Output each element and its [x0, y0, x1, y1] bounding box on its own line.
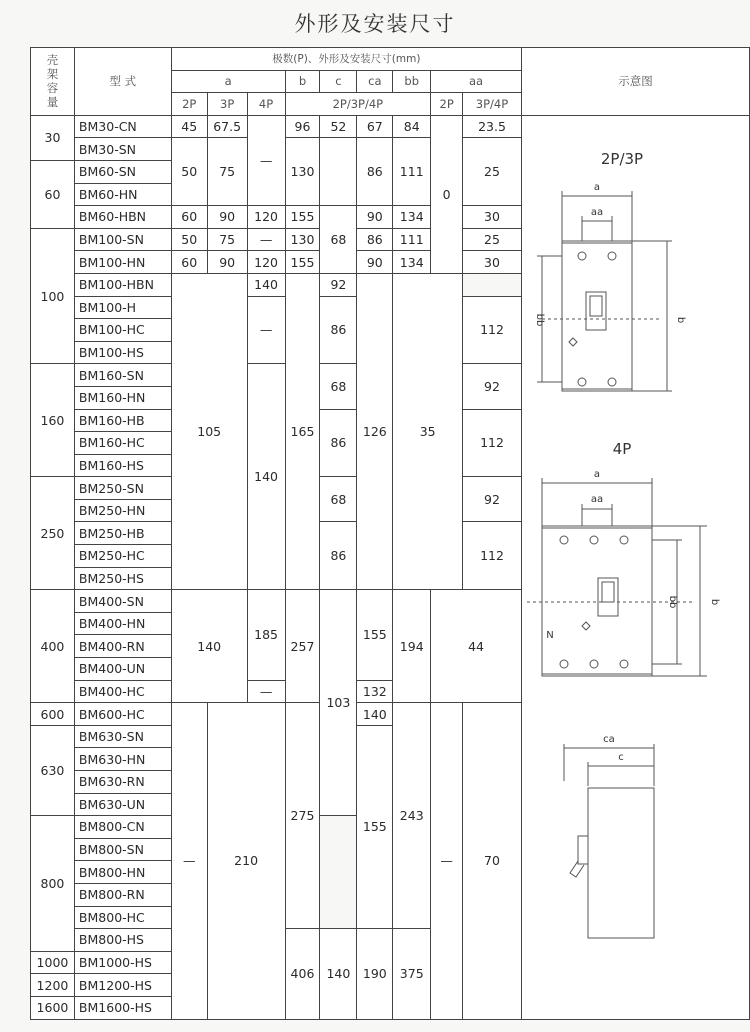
model-cell: BM400-HC	[74, 680, 171, 703]
value-cell: 75	[207, 138, 247, 206]
value-cell: 126	[357, 273, 393, 589]
value-cell: 68	[320, 477, 357, 522]
diagram-header: 示意图	[521, 48, 749, 116]
svg-text:b: b	[675, 316, 687, 323]
value-cell: 70	[463, 703, 522, 1019]
col-a-header: a	[171, 70, 285, 93]
model-cell: BM250-SN	[74, 477, 171, 500]
value-cell: 60	[171, 251, 207, 274]
value-cell: 96	[285, 115, 320, 138]
value-cell: 90	[207, 251, 247, 274]
col-ca-header: ca	[357, 70, 393, 93]
model-cell: BM800-SN	[74, 838, 171, 861]
value-cell: —	[247, 680, 285, 703]
value-cell: 130	[285, 138, 320, 206]
model-cell: BM60-HN	[74, 183, 171, 206]
value-cell: 92	[320, 273, 357, 296]
value-cell: 140	[247, 273, 285, 296]
capacity-cell: 1600	[31, 996, 75, 1019]
value-cell: 120	[247, 206, 285, 229]
value-cell: —	[431, 703, 463, 1019]
value-cell: 140	[357, 703, 393, 726]
model-cell: BM60-SN	[74, 160, 171, 183]
model-header: 型 式	[74, 48, 171, 116]
value-cell: 185	[247, 590, 285, 680]
value-cell: —	[171, 703, 207, 1019]
capacity-cell: 250	[31, 477, 75, 590]
pole-2p: 2P	[171, 93, 207, 116]
value-cell: 111	[393, 138, 431, 206]
model-cell: BM30-CN	[74, 115, 171, 138]
value-cell: 68	[320, 364, 357, 409]
value-cell: 257	[285, 590, 320, 703]
capacity-cell: 400	[31, 590, 75, 703]
dimensions-table	[30, 47, 750, 1020]
page-title: 外形及安装尺寸	[294, 12, 456, 36]
col-c-header: c	[320, 70, 357, 93]
value-cell: 140	[171, 590, 247, 703]
value-cell: 406	[285, 929, 320, 1019]
value-cell: 155	[357, 590, 393, 680]
col-bb-header: bb	[393, 70, 431, 93]
value-cell: 111	[393, 228, 431, 251]
svg-text:b: b	[709, 598, 721, 605]
value-cell: 134	[393, 251, 431, 274]
value-cell: 190	[357, 929, 393, 1019]
value-cell: —	[247, 296, 285, 364]
diagram-4p	[527, 440, 720, 676]
value-cell: 210	[207, 703, 285, 1019]
value-cell: 112	[463, 409, 522, 477]
model-cell: BM800-CN	[74, 816, 171, 839]
value-cell: 90	[357, 206, 393, 229]
value-cell: 86	[320, 522, 357, 590]
model-cell: BM100-SN	[74, 228, 171, 251]
value-cell: 67	[357, 115, 393, 138]
value-cell: 50	[171, 228, 207, 251]
value-cell: 92	[463, 477, 522, 522]
model-cell: BM60-HBN	[74, 206, 171, 229]
col-aa-header: aa	[431, 70, 522, 93]
value-cell: —	[247, 228, 285, 251]
capacity-cell: 100	[31, 228, 75, 364]
value-cell: 35	[393, 273, 463, 589]
value-cell: 30	[463, 251, 522, 274]
col-b-header: b	[285, 70, 320, 93]
value-cell: 120	[247, 251, 285, 274]
value-cell: 86	[320, 409, 357, 477]
model-cell: BM630-RN	[74, 771, 171, 794]
value-cell: 23.5	[463, 115, 522, 138]
value-cell: 134	[393, 206, 431, 229]
pole-2p3p4p: 2P/3P/4P	[285, 93, 431, 116]
value-cell: 86	[357, 138, 393, 206]
model-cell: BM250-HC	[74, 545, 171, 568]
diagram-2p3p	[534, 150, 686, 391]
model-cell: BM630-UN	[74, 793, 171, 816]
model-cell: BM800-RN	[74, 883, 171, 906]
svg-text:bb: bb	[667, 595, 679, 609]
value-cell: 90	[207, 206, 247, 229]
value-cell: 92	[463, 364, 522, 409]
diagram-4p-label: 4P	[613, 439, 632, 458]
model-cell: BM160-HN	[74, 386, 171, 409]
model-cell: BM30-SN	[74, 138, 171, 161]
model-cell: BM100-HC	[74, 319, 171, 342]
value-cell: 130	[285, 228, 320, 251]
model-cell: BM160-SN	[74, 364, 171, 387]
svg-text:ca: ca	[603, 733, 616, 745]
value-cell: 0	[431, 115, 463, 273]
model-cell: BM630-SN	[74, 725, 171, 748]
model-cell: BM160-HB	[74, 409, 171, 432]
value-cell: 132	[357, 680, 393, 703]
model-cell: BM630-HN	[74, 748, 171, 771]
model-cell: BM160-HC	[74, 432, 171, 455]
value-cell: 75	[207, 228, 247, 251]
model-cell: BM400-SN	[74, 590, 171, 613]
capacity-cell: 600	[31, 703, 75, 726]
value-cell: 375	[393, 929, 431, 1019]
value-cell: 140	[320, 929, 357, 1019]
pole-4p: 4P	[247, 93, 285, 116]
model-cell: BM250-HB	[74, 522, 171, 545]
dimensions-caption: 极数(P)、外形及安装尺寸(mm)	[171, 48, 521, 71]
value-cell: 165	[285, 273, 320, 589]
value-cell: 194	[393, 590, 431, 703]
value-cell: 103	[320, 590, 357, 816]
diagram-side-view	[564, 734, 654, 938]
outline-diagrams	[522, 116, 748, 996]
value-cell: 140	[247, 364, 285, 590]
model-cell: BM600-HC	[74, 703, 171, 726]
capacity-cell: 160	[31, 364, 75, 477]
model-cell: BM400-UN	[74, 658, 171, 681]
svg-text:a: a	[594, 468, 601, 480]
value-cell: 105	[171, 273, 247, 589]
value-cell: 90	[357, 251, 393, 274]
svg-text:c: c	[618, 751, 625, 763]
pole-3p: 3P	[207, 93, 247, 116]
model-cell: BM250-HS	[74, 567, 171, 590]
model-cell: BM400-HN	[74, 612, 171, 635]
model-cell: BM800-HC	[74, 906, 171, 929]
model-cell: BM1000-HS	[74, 951, 171, 974]
capacity-cell: 1000	[31, 951, 75, 974]
capacity-cell: 800	[31, 816, 75, 952]
value-cell: 155	[285, 206, 320, 229]
value-cell: 155	[357, 725, 393, 928]
value-cell: 112	[463, 296, 522, 364]
model-cell: BM400-RN	[74, 635, 171, 658]
value-cell: 45	[171, 115, 207, 138]
model-cell: BM800-HN	[74, 861, 171, 884]
model-cell: BM1600-HS	[74, 996, 171, 1019]
model-cell: BM800-HS	[74, 929, 171, 952]
value-cell: 60	[171, 206, 207, 229]
svg-text:aa: aa	[591, 206, 604, 218]
value-cell: 50	[171, 138, 207, 206]
value-cell: 112	[463, 522, 522, 590]
value-cell: 86	[357, 228, 393, 251]
value-cell: —	[247, 115, 285, 205]
value-cell: 52	[320, 115, 357, 138]
value-cell: 67.5	[207, 115, 247, 138]
value-cell: 243	[393, 703, 431, 929]
value-cell: 25	[463, 228, 522, 251]
diagram-cell	[521, 115, 749, 1019]
model-cell: BM250-HN	[74, 499, 171, 522]
capacity-cell: 60	[31, 160, 75, 228]
model-cell: BM100-HBN	[74, 273, 171, 296]
value-cell: 30	[463, 206, 522, 229]
value-cell: 25	[463, 138, 522, 206]
value-cell: 86	[320, 296, 357, 364]
value-cell	[320, 138, 357, 206]
pole-aa-2p: 2P	[431, 93, 463, 116]
svg-text:bb: bb	[534, 313, 546, 327]
value-cell: 155	[285, 251, 320, 274]
pole-aa-3p4p: 3P/4P	[463, 93, 522, 116]
svg-text:aa: aa	[591, 493, 604, 505]
model-cell: BM100-HN	[74, 251, 171, 274]
capacity-cell: 30	[31, 115, 75, 160]
diagram-2p3p-label: 2P/3P	[601, 149, 644, 168]
neutral-mark: N	[546, 629, 555, 641]
value-cell: 275	[285, 703, 320, 929]
svg-text:a: a	[594, 181, 601, 193]
capacity-cell: 630	[31, 725, 75, 815]
value-cell: 68	[320, 206, 357, 274]
model-cell: BM160-HS	[74, 454, 171, 477]
value-cell: 84	[393, 115, 431, 138]
capacity-cell: 1200	[31, 974, 75, 997]
value-cell: 44	[431, 590, 522, 703]
model-cell: BM100-HS	[74, 341, 171, 364]
capacity-header: 壳架容量	[31, 48, 75, 116]
model-cell: BM1200-HS	[74, 974, 171, 997]
model-cell: BM100-H	[74, 296, 171, 319]
